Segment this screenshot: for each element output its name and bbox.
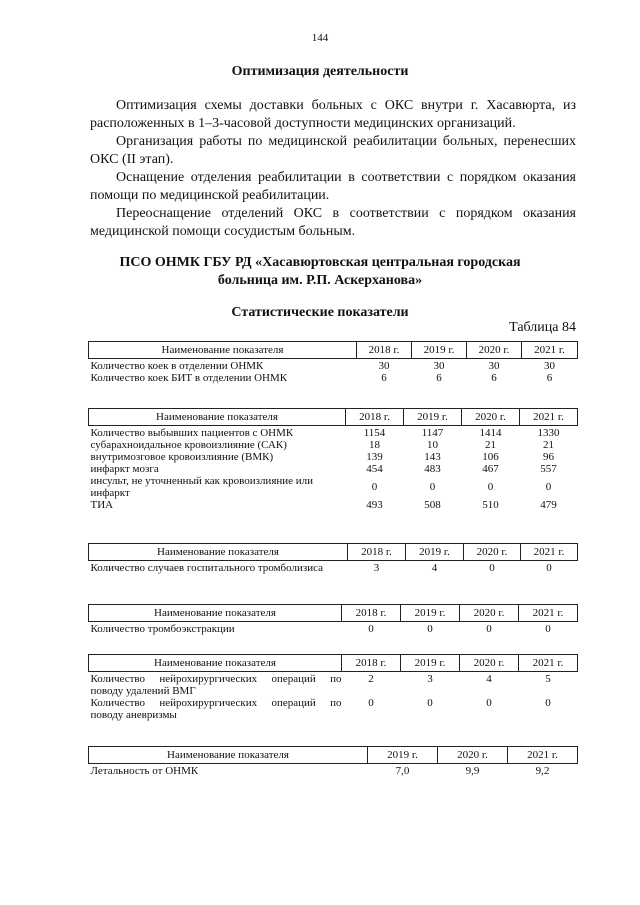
table-row: [89, 475, 578, 499]
cell-value: 21: [485, 439, 496, 451]
cell-value: 493: [366, 499, 383, 511]
org-title-line2: больница им. Р.П. Аскерханова»: [217, 273, 423, 288]
table-row: [89, 439, 578, 451]
table-row: [89, 426, 578, 440]
cell-value: 4: [460, 672, 519, 698]
cell-value: 30: [467, 359, 522, 373]
row-label: субарахноидальное кровоизлияние (САК): [90, 439, 287, 451]
column-header-indicator: Наименование показателя: [89, 747, 368, 764]
stats-table: [88, 341, 578, 386]
column-header-indicator: Наименование показателя: [89, 605, 342, 622]
column-header-year: 2019 г.: [412, 342, 467, 359]
cell-value: 0: [342, 622, 401, 638]
table-header-row: [89, 605, 578, 622]
cell-value: 0: [486, 697, 492, 709]
column-header-indicator: Наименование показателя: [89, 409, 346, 426]
column-header-year: 2018 г.: [342, 605, 401, 622]
row-label: Количество нейрохирургических операций по поводу аневризмы: [90, 697, 342, 721]
cell-value: 479: [540, 499, 557, 511]
table-caption: Таблица 84: [509, 320, 576, 335]
cell-value: 0: [487, 481, 494, 493]
cell-value: 483: [424, 463, 441, 475]
stats-table: [88, 604, 578, 637]
table-row: [89, 764, 578, 780]
table-row: [89, 561, 578, 577]
cell-value: 6: [436, 372, 442, 384]
table-header-row: [89, 342, 578, 359]
table-header-row: [89, 747, 578, 764]
cell-value: 30: [522, 359, 578, 373]
cell-value: 5: [519, 672, 578, 698]
cell-value: 1330: [520, 426, 578, 440]
row-label: Количество случаев госпитального тромболизиса: [89, 561, 348, 577]
cell-value: 510: [482, 499, 499, 511]
column-header-year: 2019 г.: [404, 409, 462, 426]
cell-value: 139: [366, 451, 383, 463]
column-header-year: 2021 г.: [508, 747, 578, 764]
paragraph: Оптимизация схемы доставки больных с ОКС внутри г. Хасавюрта, из расположенных в 1–3-часовой доступности медицинских организаций.: [90, 98, 576, 131]
column-header-year: 2020 г.: [460, 605, 519, 622]
cell-value: 7,0: [368, 764, 438, 780]
cell-value: 6: [491, 372, 497, 384]
stats-table: [88, 654, 578, 723]
column-header-year: 2019 г.: [368, 747, 438, 764]
cell-value: 10: [427, 439, 438, 451]
column-header-year: 2020 г.: [460, 655, 519, 672]
cell-value: 2: [342, 672, 401, 698]
cell-value: 0: [401, 622, 460, 638]
cell-value: 30: [357, 359, 412, 373]
table-row: [89, 499, 578, 513]
column-header-indicator: Наименование показателя: [89, 342, 357, 359]
cell-value: 508: [424, 499, 441, 511]
row-label: Летальность от ОНМК: [89, 764, 368, 780]
table-header-row: [89, 544, 578, 561]
column-header-year: 2019 г.: [406, 544, 464, 561]
column-header-year: 2021 г.: [521, 544, 578, 561]
column-header-year: 2020 г.: [462, 409, 520, 426]
column-header-year: 2021 г.: [519, 605, 578, 622]
cell-value: 9,9: [438, 764, 508, 780]
row-label: внутримозговое кровоизлияние (ВМК): [90, 451, 274, 463]
column-header-indicator: Наименование показателя: [89, 544, 348, 561]
table-row: [89, 672, 578, 698]
column-header-year: 2018 г.: [348, 544, 406, 561]
cell-value: 454: [366, 463, 383, 475]
table-row: [89, 622, 578, 638]
row-label: Количество коек БИТ в отделении ОНМК: [90, 372, 288, 384]
section-title: Оптимизация деятельности: [231, 64, 409, 79]
column-header-year: 2020 г.: [438, 747, 508, 764]
table-row: [89, 463, 578, 475]
column-header-year: 2021 г.: [522, 342, 578, 359]
column-header-year: 2021 г.: [520, 409, 578, 426]
stats-table: [88, 543, 578, 576]
cell-value: 1154: [346, 426, 404, 440]
table-row: [89, 451, 578, 463]
cell-value: 0: [371, 481, 378, 493]
cell-value: 3: [401, 672, 460, 698]
column-header-year: 2019 г.: [401, 605, 460, 622]
cell-value: 6: [381, 372, 387, 384]
row-label: инфаркт мозга: [90, 463, 159, 475]
cell-value: 0: [545, 697, 551, 709]
row-label: Количество коек в отделении ОНМК: [89, 359, 357, 373]
row-label: Количество нейрохирургических операций по поводу удалений ВМГ: [90, 673, 342, 697]
column-header-year: 2020 г.: [464, 544, 521, 561]
column-header-year: 2020 г.: [467, 342, 522, 359]
stats-table: [88, 408, 578, 513]
column-header-indicator: Наименование показателя: [89, 655, 342, 672]
column-header-year: 2021 г.: [519, 655, 578, 672]
table-row: [89, 359, 578, 373]
cell-value: 21: [543, 439, 554, 451]
paragraph: Организация работы по медицинской реабилитации больных, перенесших ОКС (II этап).: [90, 134, 576, 167]
paragraph: Оснащение отделения реабилитации в соответствии с порядком оказания помощи по медицинской реабилитации.: [90, 170, 576, 203]
cell-value: 143: [424, 451, 441, 463]
cell-value: 0: [368, 697, 374, 709]
cell-value: 6: [546, 372, 553, 384]
cell-value: 3: [348, 561, 406, 577]
cell-value: 0: [464, 561, 521, 577]
cell-value: 30: [412, 359, 467, 373]
cell-value: 18: [369, 439, 380, 451]
cell-value: 0: [460, 622, 519, 638]
table-row: [89, 372, 578, 386]
row-label: Количество выбывших пациентов с ОНМК: [89, 426, 346, 440]
cell-value: 106: [482, 451, 499, 463]
cell-value: 0: [427, 697, 433, 709]
table-header-row: [89, 655, 578, 672]
column-header-year: 2019 г.: [401, 655, 460, 672]
cell-value: 0: [519, 622, 578, 638]
cell-value: 4: [406, 561, 464, 577]
cell-value: 557: [540, 463, 557, 475]
table-row: [89, 697, 578, 723]
stats-table: [88, 746, 578, 779]
cell-value: 0: [545, 481, 552, 493]
page-number: 144: [311, 32, 329, 44]
table-header-row: [89, 409, 578, 426]
cell-value: 467: [482, 463, 499, 475]
cell-value: 1147: [404, 426, 462, 440]
cell-value: 0: [521, 561, 578, 577]
paragraph: Переоснащение отделений ОКС в соответствии с порядком оказания медицинской помощи сосудистым больным.: [90, 206, 576, 239]
column-header-year: 2018 г.: [357, 342, 412, 359]
cell-value: 0: [429, 481, 436, 493]
stats-title: Статистические показатели: [231, 305, 409, 320]
cell-value: 1414: [462, 426, 520, 440]
row-label: ТИА: [90, 499, 114, 511]
cell-value: 96: [543, 451, 554, 463]
column-header-year: 2018 г.: [342, 655, 401, 672]
row-label: инсульт, не уточненный как кровоизлияние или инфаркт: [90, 475, 314, 499]
org-title-line1: ПСО ОНМК ГБУ РД «Хасавюртовская центральная городская: [119, 255, 521, 270]
column-header-year: 2018 г.: [346, 409, 404, 426]
row-label: Количество тромбоэкстракции: [89, 622, 342, 638]
cell-value: 9,2: [508, 764, 578, 780]
